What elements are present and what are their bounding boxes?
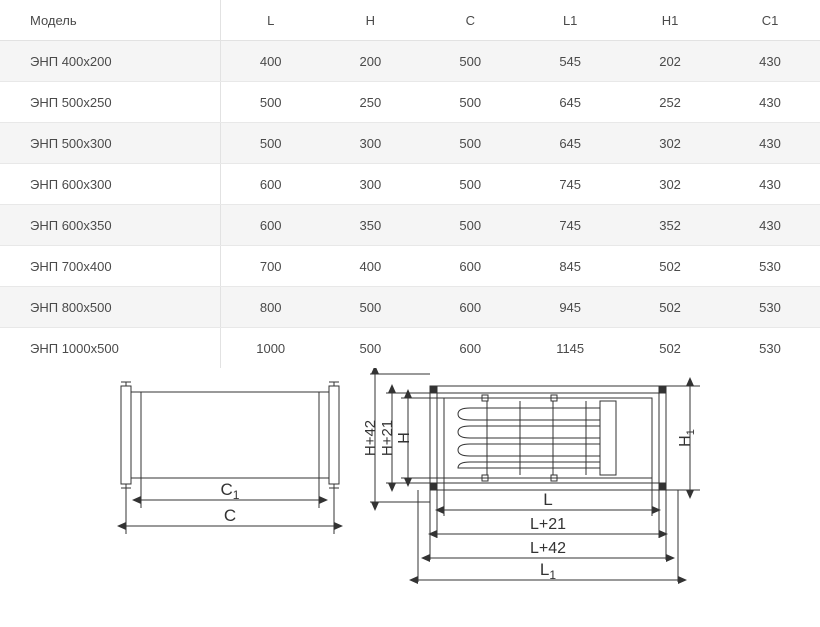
table-row <box>0 287 820 328</box>
table-row <box>0 164 820 205</box>
column-header-c: C <box>420 0 520 41</box>
cell-c: 500 <box>420 123 520 164</box>
cell-l1: 645 <box>520 82 620 123</box>
drawings-svg <box>0 368 820 622</box>
label-c1: $C_1$ <box>220 480 240 502</box>
table-row <box>0 82 820 123</box>
table-row <box>0 205 820 246</box>
cell-h: 300 <box>320 164 420 205</box>
cell-c: 600 <box>420 246 520 287</box>
cell-c1: 530 <box>720 246 820 287</box>
cell-l1: 1145 <box>520 328 620 369</box>
column-header-h1: H1 <box>620 0 720 41</box>
cell-h1: 302 <box>620 123 720 164</box>
cell-c1: 430 <box>720 82 820 123</box>
column-header-h: H <box>320 0 420 41</box>
cell-c: 600 <box>420 287 520 328</box>
cell-l: 500 <box>221 82 321 123</box>
cell-l1: 545 <box>520 41 620 82</box>
cell-h1: 502 <box>620 328 720 369</box>
cell-h: 500 <box>320 328 420 369</box>
technical-drawings <box>0 368 820 622</box>
cell-model: ЭНП 1000х500 <box>0 328 221 369</box>
cell-model: ЭНП 800х500 <box>0 287 221 328</box>
table-row <box>0 123 820 164</box>
cell-h1: 352 <box>620 205 720 246</box>
cell-c1: 530 <box>720 287 820 328</box>
cell-c1: 430 <box>720 123 820 164</box>
cell-l: 700 <box>221 246 321 287</box>
cell-h: 250 <box>320 82 420 123</box>
cell-c: 600 <box>420 328 520 369</box>
cell-l: 1000 <box>221 328 321 369</box>
cell-h: 500 <box>320 287 420 328</box>
table-header <box>0 0 820 41</box>
cell-l1: 745 <box>520 205 620 246</box>
label-h-plus-42: H+42 <box>362 419 379 457</box>
cell-l1: 845 <box>520 246 620 287</box>
column-header-l: L <box>221 0 321 41</box>
cell-h1: 502 <box>620 246 720 287</box>
cell-h: 350 <box>320 205 420 246</box>
cell-l: 500 <box>221 123 321 164</box>
column-header-l1: L1 <box>520 0 620 41</box>
cell-h1: 202 <box>620 41 720 82</box>
column-header-c1: C1 <box>720 0 820 41</box>
cell-c1: 430 <box>720 164 820 205</box>
label-h-plus-21: H+21 <box>379 419 396 457</box>
cell-h: 200 <box>320 41 420 82</box>
cell-model: ЭНП 500х250 <box>0 82 221 123</box>
cell-model: ЭНП 700х400 <box>0 246 221 287</box>
column-header-model: Модель <box>0 0 221 41</box>
cell-model: ЭНП 600х350 <box>0 205 221 246</box>
label-l: L <box>543 490 553 509</box>
cell-c: 500 <box>420 164 520 205</box>
cell-h1: 302 <box>620 164 720 205</box>
label-h: H <box>396 432 413 444</box>
cell-c1: 530 <box>720 328 820 369</box>
cell-h1: 502 <box>620 287 720 328</box>
table-row <box>0 246 820 287</box>
cell-h: 400 <box>320 246 420 287</box>
label-h1: $H_1$ <box>677 429 697 447</box>
label-l-plus-42: L+42 <box>529 540 567 557</box>
table-row <box>0 328 820 369</box>
cell-c: 500 <box>420 41 520 82</box>
table-header-row <box>0 0 820 41</box>
cell-c1: 430 <box>720 41 820 82</box>
cell-l1: 945 <box>520 287 620 328</box>
cell-l: 600 <box>221 205 321 246</box>
table-body <box>0 41 820 369</box>
cell-model: ЭНП 400х200 <box>0 41 221 82</box>
cell-l: 800 <box>221 287 321 328</box>
cell-c: 500 <box>420 205 520 246</box>
label-c: C <box>223 506 237 525</box>
cell-model: ЭНП 500х300 <box>0 123 221 164</box>
cell-c: 500 <box>420 82 520 123</box>
cell-l1: 745 <box>520 164 620 205</box>
cell-c1: 430 <box>720 205 820 246</box>
cell-h: 300 <box>320 123 420 164</box>
label-l-plus-21: L+21 <box>529 516 567 533</box>
label-l1: $L_1$ <box>539 560 557 582</box>
cell-l: 400 <box>221 41 321 82</box>
cell-model: ЭНП 600х300 <box>0 164 221 205</box>
table-row <box>0 41 820 82</box>
cell-l1: 645 <box>520 123 620 164</box>
cell-l: 600 <box>221 164 321 205</box>
cell-h1: 252 <box>620 82 720 123</box>
